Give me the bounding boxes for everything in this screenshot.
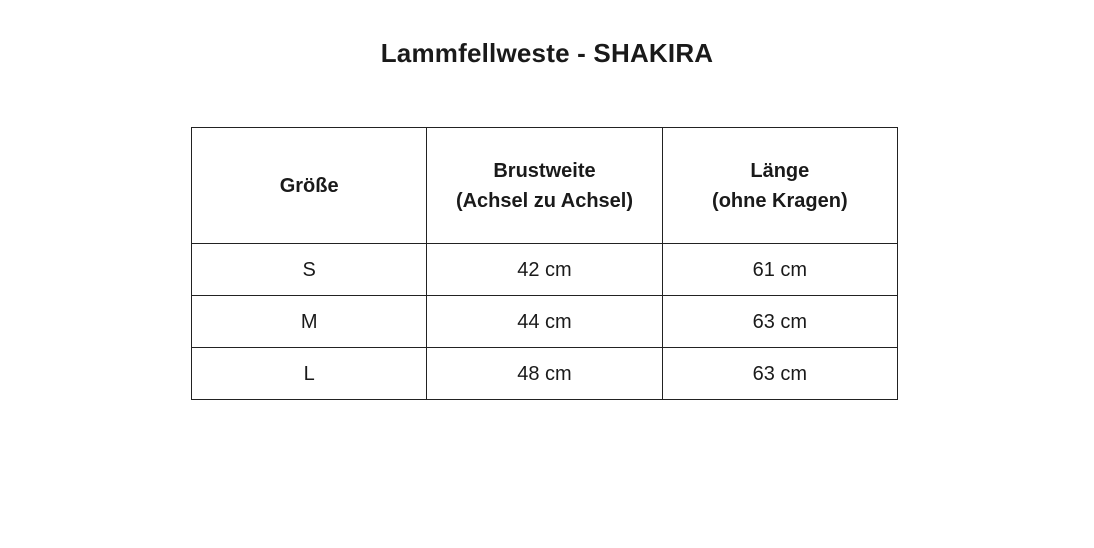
header-length-label: Länge bbox=[750, 159, 810, 182]
header-size-label: Größe bbox=[279, 174, 339, 197]
table-row bbox=[192, 244, 898, 296]
table-row bbox=[192, 348, 898, 400]
page-title: Lammfellweste - SHAKIRA bbox=[380, 38, 714, 68]
cell-length: 61 cm bbox=[662, 244, 897, 296]
header-length bbox=[662, 128, 897, 244]
cell-size: S bbox=[192, 244, 427, 296]
cell-chest-width: 42 cm bbox=[427, 244, 662, 296]
table-row bbox=[192, 296, 898, 348]
header-length-note: (ohne Kragen) bbox=[712, 189, 848, 212]
header-chest-width-note: (Achsel zu Achsel) bbox=[455, 189, 634, 212]
cell-length: 63 cm bbox=[662, 348, 897, 400]
size-table bbox=[191, 127, 898, 400]
cell-chest-width: 44 cm bbox=[427, 296, 662, 348]
cell-size: L bbox=[192, 348, 427, 400]
cell-size: M bbox=[192, 296, 427, 348]
table-header-row bbox=[192, 128, 898, 244]
cell-chest-width: 48 cm bbox=[427, 348, 662, 400]
header-size bbox=[192, 128, 427, 244]
header-chest-width bbox=[427, 128, 662, 244]
cell-length: 63 cm bbox=[662, 296, 897, 348]
header-chest-width-label: Brustweite bbox=[493, 159, 596, 182]
